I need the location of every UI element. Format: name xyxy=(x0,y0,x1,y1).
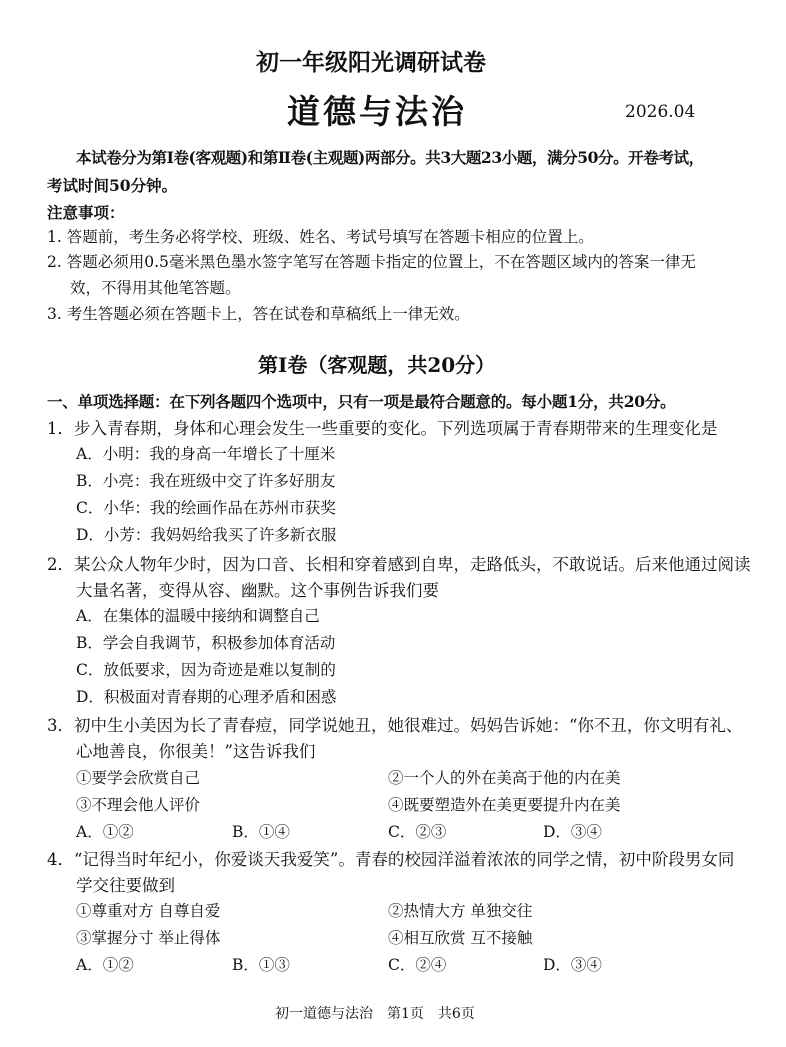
intro-line-1: 本试卷分为第Ⅰ卷(客观题)和第Ⅱ卷(主观题)两部分。共3大题23小题，满分50分。开卷考试， xyxy=(76,148,704,167)
q4-choice-c: C．②④ xyxy=(388,956,447,974)
q4-choice-b: B．①③ xyxy=(232,956,290,974)
page-footer: 初一道德与法治 第1页 共6页 xyxy=(275,1006,475,1022)
q3-statement-2: ②一个人的外在美高于他的内在美 xyxy=(388,769,621,787)
subject-title: 道德与法治 xyxy=(287,92,467,131)
q4-statement-1: ①尊重对方 自尊自爱 xyxy=(76,902,221,920)
q3-choice-d: D．③④ xyxy=(543,823,602,841)
q4-choice-d: D．③④ xyxy=(543,956,602,974)
q2-option-c: C．放低要求，因为奇迹是难以复制的 xyxy=(76,661,336,679)
q2-stem-continued: 大量名著，变得从容、幽默。这个事例告诉我们要 xyxy=(76,581,439,600)
q2-option-a: A．在集体的温暖中接纳和调整自己 xyxy=(76,607,320,625)
q4-statement-2: ②热情大方 单独交往 xyxy=(388,902,533,920)
notes-heading: 注意事项： xyxy=(47,203,125,222)
q3-stem: 3．初中生小美因为长了青春痘，同学说她丑，她很难过。妈妈告诉她：“你不丑，你文明有礼、 xyxy=(47,716,743,735)
q2-stem: 2．某公众人物年少时，因为口音、长相和穿着感到自卑，走路低头，不敢说话。后来他通过阅读 xyxy=(47,555,751,574)
q4-statement-3: ③掌握分寸 举止得体 xyxy=(76,929,221,947)
q3-statement-1: ①要学会欣赏自己 xyxy=(76,769,201,787)
note-item: 2. 答题必须用0.5毫米黑色墨水签字笔写在答题卡指定的位置上，不在答题区域内的答案一律无 xyxy=(47,253,696,271)
exam-title: 初一年级阳光调研试卷 xyxy=(256,50,486,76)
note-item: 3. 考生答题必须在答题卡上，答在试卷和草稿纸上一律无效。 xyxy=(47,305,470,323)
section-heading: 一、单项选择题：在下列各题四个选项中，只有一项是最符合题意的。每小题1分，共20分。 xyxy=(47,392,676,411)
q1-option-a: A．小明：我的身高一年增长了十厘米 xyxy=(76,445,336,463)
q3-choice-a: A．①② xyxy=(76,823,134,841)
q1-stem: 1．步入青春期，身体和心理会发生一些重要的变化。下列选项属于青春期带来的生理变化是 xyxy=(47,419,718,438)
q2-option-b: B．学会自我调节，积极参加体育活动 xyxy=(76,634,336,652)
q1-option-c: C．小华：我的绘画作品在苏州市获奖 xyxy=(76,499,336,517)
q1-option-b: B．小亮：我在班级中交了许多好朋友 xyxy=(76,472,336,490)
q2-option-d: D．积极面对青春期的心理矛盾和困惑 xyxy=(76,688,337,706)
q4-stem: 4．“记得当时年纪小，你爱谈天我爱笑”。青春的校园洋溢着浓浓的同学之情，初中阶段男女同 xyxy=(47,850,735,869)
exam-date: 2026.04 xyxy=(625,102,696,122)
q3-statement-3: ③不理会他人评价 xyxy=(76,796,201,814)
part1-title: 第Ⅰ卷（客观题，共20分） xyxy=(258,353,496,377)
q4-statement-4: ④相互欣赏 互不接触 xyxy=(388,929,533,947)
q4-choice-a: A．①② xyxy=(76,956,134,974)
q3-statement-4: ④既要塑造外在美更要提升内在美 xyxy=(388,796,621,814)
q3-choice-b: B．①④ xyxy=(232,823,290,841)
note-item-continued: 效，不得用其他笔答题。 xyxy=(70,279,241,297)
q3-choice-c: C．②③ xyxy=(388,823,447,841)
q1-option-d: D．小芳：我妈妈给我买了许多新衣服 xyxy=(76,526,337,544)
q4-stem-continued: 学交往要做到 xyxy=(76,876,175,895)
q3-stem-continued: 心地善良，你很美！”这告诉我们 xyxy=(76,742,316,761)
intro-line-2: 考试时间50分钟。 xyxy=(47,176,178,195)
note-item: 1. 答题前，考生务必将学校、班级、姓名、考试号填写在答题卡相应的位置上。 xyxy=(47,228,594,246)
